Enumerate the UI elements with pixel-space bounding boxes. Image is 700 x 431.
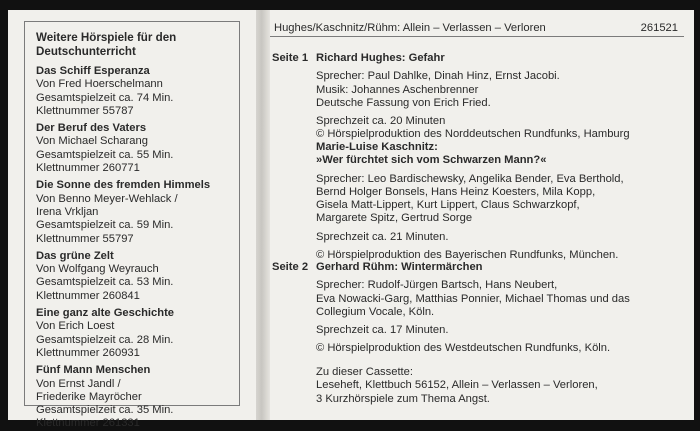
play-line: Klettnummer 55787 bbox=[36, 104, 134, 117]
play-title: Der Beruf des Vaters bbox=[36, 122, 147, 135]
entry-line: Deutsche Fassung von Erich Fried. bbox=[316, 96, 491, 109]
play-line: Gesamtspielzeit ca. 35 Min. bbox=[36, 404, 174, 417]
side-2-label: Seite 2 bbox=[272, 261, 309, 273]
play-entry bbox=[36, 307, 239, 360]
play-line: Klettnummer 260841 bbox=[36, 289, 140, 302]
play-line: Von Fred Hoerschelmann bbox=[36, 78, 163, 91]
cassette-extra-note bbox=[316, 366, 686, 406]
ruehm-entry bbox=[316, 261, 686, 356]
entry-subtitle: »Wer fürchtet sich vom Schwarzen Mann?« bbox=[316, 154, 547, 167]
play-entry bbox=[36, 65, 239, 118]
play-line: Gesamtspielzeit ca. 55 Min. bbox=[36, 148, 174, 161]
entry-line: Bernd Holger Bonsels, Hans Heinz Koesters, Mila Kopp, bbox=[316, 185, 596, 198]
play-line: Gesamtspielzeit ca. 53 Min. bbox=[36, 276, 174, 289]
entry-line: Gisela Matt-Lippert, Kurt Lippert, Claus Schwarzkopf, bbox=[316, 199, 580, 212]
entry-line: © Hörspielproduktion des Westdeutschen Rundfunks, Köln. bbox=[316, 342, 611, 355]
entry-line: © Hörspielproduktion des Bayerischen Rundfunks, München. bbox=[316, 249, 619, 262]
play-line: Gesamtspielzeit ca. 28 Min. bbox=[36, 333, 174, 346]
play-title: Das Schiff Esperanza bbox=[36, 65, 150, 77]
note-line: Leseheft, Klettbuch 56152, Allein – Verlassen – Verloren, bbox=[316, 379, 598, 392]
fold-crease bbox=[256, 10, 270, 420]
cassette-header bbox=[270, 20, 684, 37]
entry-title: Marie-Luise Kaschnitz: bbox=[316, 141, 438, 153]
play-line: Gesamtspielzeit ca. 74 Min. bbox=[36, 91, 174, 104]
entry-line: © Hörspielproduktion des Norddeutschen Rundfunks, Hamburg bbox=[316, 128, 630, 141]
entry-title: Gerhard Rühm: Wintermärchen bbox=[316, 261, 483, 273]
entry-line: Margarete Spitz, Gertrud Sorge bbox=[316, 212, 473, 225]
play-line: Klettnummer 260931 bbox=[36, 346, 140, 359]
cassette-contents-panel bbox=[270, 10, 694, 420]
play-title: Die Sonne des fremden Himmels bbox=[36, 179, 211, 192]
note-line: 3 Kurzhörspiele zum Thema Angst. bbox=[316, 392, 490, 405]
play-line: Klettnummer 260771 bbox=[36, 162, 140, 175]
kaschnitz-entry bbox=[316, 141, 686, 262]
play-line: Gesamtspielzeit ca. 59 Min. bbox=[36, 219, 174, 232]
entry-line: Sprechzeit ca. 21 Minuten. bbox=[316, 230, 449, 243]
play-entry bbox=[36, 250, 239, 303]
cassette-title: Hughes/Kaschnitz/Rühm: Allein – Verlassen – Verloren bbox=[274, 22, 546, 34]
entry-line: Sprechzeit ca. 17 Minuten. bbox=[316, 324, 449, 337]
play-entry bbox=[36, 364, 239, 430]
entry-title: Richard Hughes: Gefahr bbox=[316, 52, 445, 64]
play-line: Von Michael Scharang bbox=[36, 135, 148, 148]
play-line: Irena Vrkljan bbox=[36, 205, 99, 218]
entry-line: Eva Nowacki-Garg, Matthias Ponnier, Michael Thomas und das bbox=[316, 292, 630, 305]
entry-line: Sprecher: Rudolf-Jürgen Bartsch, Hans Neubert, bbox=[316, 279, 558, 292]
play-line: Von Wolfgang Weyrauch bbox=[36, 263, 159, 276]
entry-line: Sprechzeit ca. 20 Minuten bbox=[316, 115, 446, 128]
play-line: Von Erich Loest bbox=[36, 320, 115, 333]
play-line: Friederike Mayröcher bbox=[36, 390, 142, 403]
cassette-insert-card bbox=[8, 10, 694, 430]
cassette-number: 261521 bbox=[640, 22, 678, 34]
further-plays-heading bbox=[36, 31, 239, 59]
entry-line: Musik: Johannes Aschenbrenner bbox=[316, 83, 479, 96]
heading-line: Deutschunterricht bbox=[36, 45, 136, 58]
play-title: Eine ganz alte Geschichte bbox=[36, 307, 175, 320]
entry-line: Sprecher: Paul Dahlke, Dinah Hinz, Ernst Jacobi. bbox=[316, 70, 560, 83]
note-line: Zu dieser Cassette: bbox=[316, 366, 414, 378]
further-plays-box bbox=[24, 21, 240, 430]
side-1-label: Seite 1 bbox=[272, 52, 309, 64]
play-entry bbox=[36, 122, 239, 175]
play-line: Von Ernst Jandl / bbox=[36, 377, 121, 390]
play-title: Fünf Mann Menschen bbox=[36, 364, 151, 377]
play-line: Klettnummer 261331 bbox=[36, 417, 140, 430]
play-line: Von Benno Meyer-Wehlack / bbox=[36, 192, 178, 205]
play-line: Klettnummer 55797 bbox=[36, 232, 134, 245]
entry-line: Sprecher: Leo Bardischewsky, Angelika Bender, Eva Berthold, bbox=[316, 172, 624, 185]
play-entry bbox=[36, 179, 239, 245]
heading-line: Weitere Hörspiele für den bbox=[36, 31, 177, 44]
play-title: Das grüne Zelt bbox=[36, 249, 114, 262]
entry-line: Collegium Vocale, Köln. bbox=[316, 305, 435, 318]
hughes-entry bbox=[316, 52, 686, 142]
